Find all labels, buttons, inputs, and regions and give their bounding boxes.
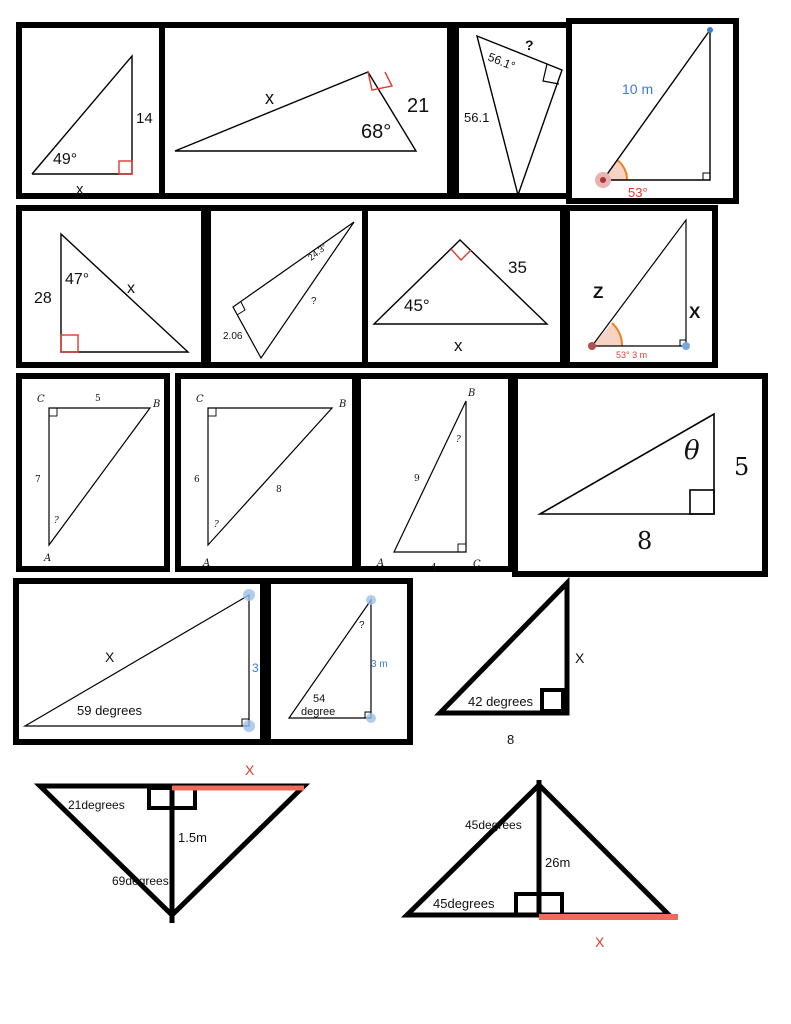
p11-B: B bbox=[468, 388, 476, 399]
problem-16 bbox=[30, 755, 320, 930]
p13-hyp: X bbox=[105, 649, 115, 665]
p3-angle: 56.1° bbox=[485, 49, 518, 74]
problem-17-diagram bbox=[395, 770, 695, 955]
problem-13-diagram bbox=[19, 584, 272, 751]
problem-15-diagram bbox=[430, 578, 590, 748]
p2-hyp: x bbox=[265, 88, 274, 108]
p6-side: 2.06 bbox=[223, 331, 243, 342]
p6-angle: 24.3° bbox=[306, 241, 329, 263]
problem-4-diagram bbox=[572, 24, 745, 210]
p9-A: A bbox=[44, 553, 52, 564]
p16-x: X bbox=[245, 762, 255, 778]
problem-5-panel bbox=[16, 205, 207, 368]
p7-side: 35 bbox=[508, 258, 527, 277]
p10-unknown: ? bbox=[214, 520, 219, 530]
p13-angle: 59 degrees bbox=[77, 703, 143, 718]
p11-unknown: ? bbox=[456, 435, 461, 445]
problem-9-panel bbox=[16, 373, 170, 572]
problem-6-panel bbox=[205, 205, 368, 368]
p11-C: C bbox=[473, 559, 481, 570]
p9-C: C bbox=[37, 394, 45, 405]
p5-side-left: 28 bbox=[34, 290, 52, 307]
problem-13-panel bbox=[13, 578, 266, 745]
p17-angle-top: 45degrees bbox=[465, 818, 522, 832]
p15-base: 8 bbox=[507, 732, 515, 747]
p2-side: 21 bbox=[407, 95, 430, 117]
p15-side: X bbox=[575, 650, 585, 666]
p11-A: A bbox=[377, 558, 385, 569]
p1-angle: 49° bbox=[53, 151, 78, 168]
p3-side: 56.1 bbox=[464, 110, 490, 125]
p8-hyp: Z bbox=[593, 283, 604, 302]
p10-left: 6 bbox=[194, 475, 200, 485]
p9-B: B bbox=[153, 399, 161, 410]
problem-3-panel bbox=[453, 22, 572, 199]
problem-5-diagram bbox=[22, 211, 213, 374]
problem-12-diagram bbox=[518, 379, 774, 583]
p5-hyp: x bbox=[127, 280, 135, 297]
p12-theta: θ bbox=[684, 436, 700, 466]
p17-height: 26m bbox=[545, 855, 571, 870]
problem-2-panel bbox=[159, 22, 453, 199]
p8-opp: X bbox=[689, 303, 701, 322]
problem-6-diagram bbox=[211, 211, 374, 374]
p6-unknown: ? bbox=[311, 296, 317, 307]
problem-10-diagram bbox=[181, 379, 364, 578]
p16-angle-bottom: 69degrees bbox=[112, 874, 169, 888]
p7-angle: 45° bbox=[404, 296, 430, 315]
problem-11-diagram bbox=[361, 379, 520, 578]
problem-1-diagram bbox=[22, 28, 171, 205]
problem-16-diagram bbox=[30, 755, 320, 930]
problem-8-diagram bbox=[570, 211, 724, 374]
problem-15 bbox=[430, 578, 590, 748]
p10-C: C bbox=[196, 394, 204, 405]
problem-8-panel bbox=[564, 205, 718, 368]
problem-4-panel bbox=[566, 18, 739, 204]
p4-angle: 53° bbox=[628, 185, 648, 200]
problem-11-panel bbox=[355, 373, 514, 572]
problem-2-diagram bbox=[165, 28, 459, 205]
p14-unknown: ? bbox=[359, 620, 365, 631]
problem-7-diagram bbox=[368, 211, 572, 374]
problem-14-panel bbox=[265, 578, 413, 745]
problem-1-panel bbox=[16, 22, 165, 199]
p7-base: x bbox=[454, 336, 463, 355]
p12-base: 8 bbox=[637, 527, 653, 555]
p12-side: 5 bbox=[734, 453, 750, 481]
p14-angle-word: degree bbox=[301, 706, 336, 718]
p8-base: 53° 3 m bbox=[616, 350, 648, 360]
p10-A: A bbox=[203, 558, 211, 569]
problem-10-panel bbox=[175, 373, 358, 572]
p4-hyp: 10 m bbox=[622, 81, 654, 97]
p5-angle: 47° bbox=[65, 271, 90, 288]
p1-side-right: 14 bbox=[136, 110, 153, 127]
p9-left: 7 bbox=[35, 475, 41, 485]
p10-B: B bbox=[339, 399, 347, 410]
problem-12-panel bbox=[512, 373, 768, 577]
p11-hyp: 9 bbox=[414, 474, 420, 484]
p14-side: 3 m bbox=[371, 659, 388, 670]
p9-unknown: ? bbox=[54, 516, 59, 526]
p15-angle: 42 degrees bbox=[468, 694, 534, 709]
p3-unknown: ? bbox=[525, 37, 534, 53]
p17-x: X bbox=[595, 934, 605, 950]
p16-height: 1.5m bbox=[178, 830, 207, 845]
problem-17 bbox=[395, 770, 695, 955]
problem-14-diagram bbox=[271, 584, 419, 751]
p14-angle-num: 54 bbox=[313, 693, 326, 705]
p1-side-bottom: x bbox=[76, 181, 84, 198]
p11-base: 4 bbox=[431, 563, 437, 573]
problem-9-diagram bbox=[22, 379, 176, 578]
p16-angle-top: 21degrees bbox=[68, 798, 125, 812]
problem-3-diagram bbox=[459, 28, 578, 205]
p17-angle-bottom: 45degrees bbox=[433, 896, 495, 911]
p2-angle: 68° bbox=[361, 121, 392, 143]
p13-side: 3 bbox=[252, 661, 259, 675]
problem-7-panel bbox=[362, 205, 566, 368]
p10-hyp: 8 bbox=[276, 485, 282, 495]
p9-top: 5 bbox=[95, 394, 101, 404]
